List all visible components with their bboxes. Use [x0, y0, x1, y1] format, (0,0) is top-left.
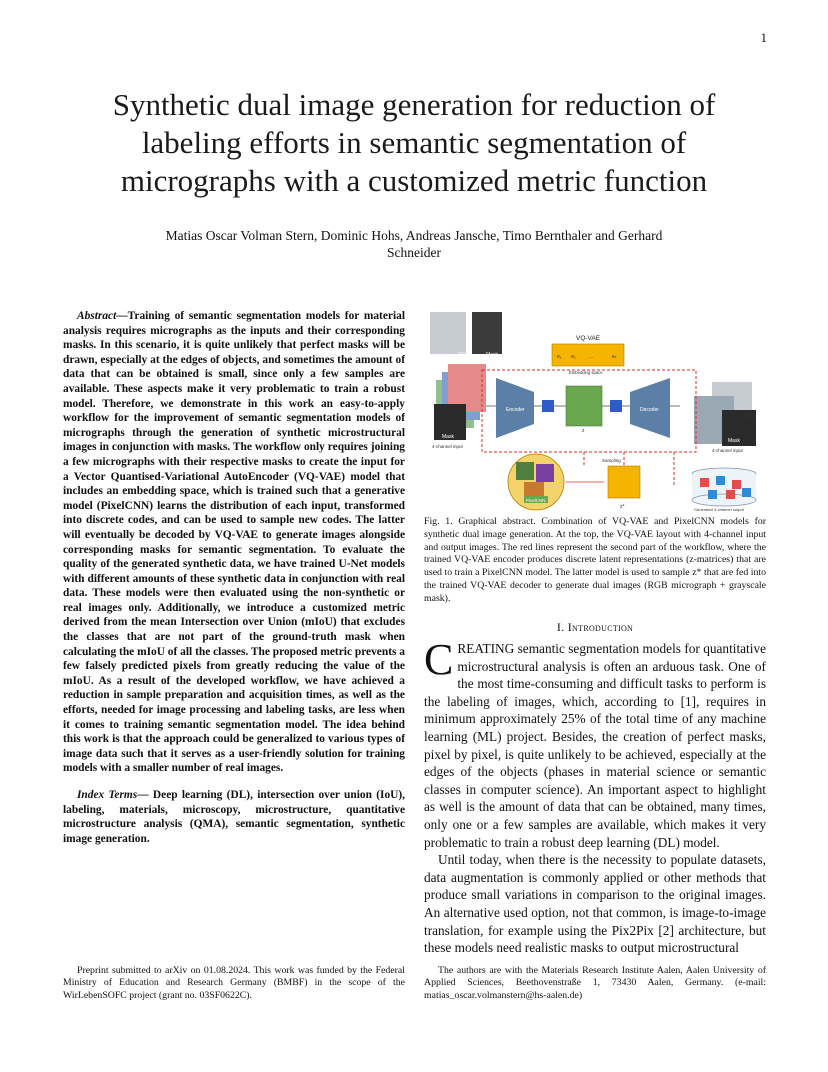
intro-paragraph-1-text: REATING semantic segmentation models for quantitative microstructural analysis is often an arduous task. One of the most time-consuming and difficult tasks to perform is the labeling of images, which, according to [1], requires in minimum approximately 25% of the total time of any machine learning (ML) project. Besides, the creation of perfect masks, pixel by pixel, is quite unlikely to be achieved, especially at the edges of the objects (phases in material science or semantic classes in computer science). An important aspect to highlight as well is the amount of data that can be obtained, many times, only one or a few samples are available, which makes it very problematic to train a robust deep learning (DL) model. [424, 641, 766, 850]
pixelcnn-map-3 [524, 482, 544, 496]
input-mask-label: Mask [486, 352, 498, 358]
embedding-space-label: Embedding space [569, 370, 603, 375]
generated-cube-2 [716, 476, 725, 485]
index-terms-text: — Deep learning (DL), intersection over union (IoU), labeling, materials, microscopy, microstructure, quantitative microstructure analysis (QMA), semantic segmentation, synthetic image generation. [63, 789, 406, 845]
authors-line-1: Matias Oscar Volman Stern, Dominic Hohs, Andreas Jansche, Timo Bernthaler and Gerhard [165, 228, 663, 243]
abstract-text: —Training of semantic segmentation models for material analysis requires micrographs as the inputs and their corresponding masks. In this scenario, it is quite unlikely that perfect masks will be drawn, especially at the edges of objects, and sometimes the amount of data that can be obtained is small, since only a few samples are available. These aspects make it very problematic to train a robust model. Therefore, we demonstrate in this work an easy-to-apply workflow for the improvement of semantic segmentation models of micrographs through the generation of synthetic microstructural images in conjunction with masks. The workflow only requires joining a few micrographs with their respective masks to create the input for a Vector Quantised-Variational AutoEncoder (VQ-VAE) model that includes an embedding space, which is trained such that a generative model (PixelCNN) learns the distribution of each input, transformed into discrete codes, and can be used to sample new codes. The latter will eventually be decoded by VQ-VAE to generate images alongside corresponding masks for semantic segmentation. To evaluate the quality of the generated synthetic data, we have trained U-Net models with different amounts of these synthetic data in conjunction with real data. These models were then evaluated using the non-synthetic or real images only. Additionally, we introduce a customized metric derived from the mean Intersection over Union (mIoU) that excludes the classes that are not part of the ground-truth mask when calculating the mIoU of all the classes. The proposed metric prevents a few falsely predicted pixels from greatly reducing the value of the mIoU. As a result of the developed workflow, we have achieved a reduction in sample preparation and acquisition times, as well as the efforts, needed for image processing and labeling tasks, are less when it comes to training semantic segmentation model. The idea behind this work is that the approach could be generalized to various types of image data such that it serves as a user-friendly solution for training models with a smaller number of real images. [63, 310, 405, 775]
input-rgb-thumb [430, 312, 466, 354]
intro-dropcap: C [424, 635, 454, 684]
codebook-e2: e₂ [571, 354, 576, 360]
input-rgb-label: RGB [458, 352, 469, 358]
latent-grid [566, 386, 602, 426]
section-heading [424, 620, 766, 635]
generated-cube-4 [708, 490, 717, 499]
abstract-paragraph [63, 309, 405, 776]
paper-title: Synthetic dual image generation for reduction of labeling efforts in semantic segmentation of micrographs with a customized metric function [112, 87, 716, 198]
decoder-label: Decoder [640, 407, 659, 413]
codebook-dots: ... [589, 354, 594, 360]
zstar-grid [608, 466, 640, 498]
generated-cube-5 [726, 490, 735, 499]
pixelcnn-label: PixelCNN [526, 498, 546, 503]
input-mask-thumb [472, 312, 502, 354]
generated-cube-6 [742, 488, 751, 497]
latent-zq [610, 400, 622, 412]
output-mask-label: Mask [728, 438, 740, 444]
latent-z-label: z [582, 428, 585, 434]
codebook-e1: e₁ [557, 354, 562, 360]
author-list [110, 227, 718, 261]
pixelcnn-map-1 [516, 462, 534, 480]
abstract-label: Abstract [77, 310, 117, 322]
input-caption-label: 4-channel input [432, 444, 463, 449]
introduction-column [424, 635, 766, 957]
generated-caption-label: Generated 4-channel output [694, 507, 744, 512]
encoder-label: Encoder [506, 407, 525, 413]
figure-caption: Fig. 1. Graphical abstract. Combination of VQ-VAE and PixelCNN models for synthetic dual image generation. At the top, the VQ-VAE layout with 4-channel input and output images. The red lines represent the second part of the workflow, where the trained VQ-VAE encoder produces discrete latent representations (z-matrices) that are used to train a PixelCNN model. The latter model is used to sample z* that are fed into the trained VQ-VAE decoder to generate dual images (RGB micrograph + grayscale mask). [424, 516, 766, 604]
output-caption-label: 4-channel input [712, 448, 743, 453]
latent-ze [542, 400, 554, 412]
section-number: I. [556, 620, 565, 634]
generated-cube-1 [700, 478, 709, 487]
section-title: Introduction [567, 620, 634, 634]
output-rgb-label: RGB [742, 414, 753, 420]
intro-paragraph-1 [424, 635, 766, 851]
graphical-abstract-figure [424, 306, 770, 512]
intro-paragraph-2: Until today, when there is the necessity to populate datasets, data augmentation is commonly applied or other methods that produce small variations in comparison to the original images. An alternative used option, not that common, is image-to-image translation, for example using the Pix2Pix [2] architecture, but these models need realistic masks to output microstructural [424, 852, 766, 956]
codebook-ek: eₖ [612, 354, 617, 360]
affiliation-footnote: The authors are with the Materials Research Institute Aalen, Aalen University of Applied Sciences, Beethovenstraße 1, 73430 Aalen, Germany. (e-mail: matias_oscar.volmanstern@hs-aalen.de) [424, 965, 766, 1001]
vqvae-label: VQ-VAE [576, 335, 601, 342]
pixelcnn-map-2 [536, 464, 554, 482]
stack-mask-label: Mask [442, 434, 454, 440]
funding-footnote: Preprint submitted to arXiv on 01.08.2024. This work was funded by the Federal Ministry of Education and Research Germany (BMBF) in the scope of the WirLebenSOFC project (grant no. 03SF0622C). [63, 965, 405, 1001]
index-terms-label: Index Terms [77, 789, 138, 801]
generated-cube-3 [732, 480, 741, 489]
abstract-column [63, 309, 405, 846]
index-terms-paragraph [63, 788, 405, 846]
figure-diagram [424, 306, 770, 512]
sampling-label: Sampling [602, 458, 621, 463]
zstar-label: z* [620, 504, 625, 510]
authors-line-2: Schneider [387, 245, 441, 260]
page-number: 1 [760, 30, 767, 45]
